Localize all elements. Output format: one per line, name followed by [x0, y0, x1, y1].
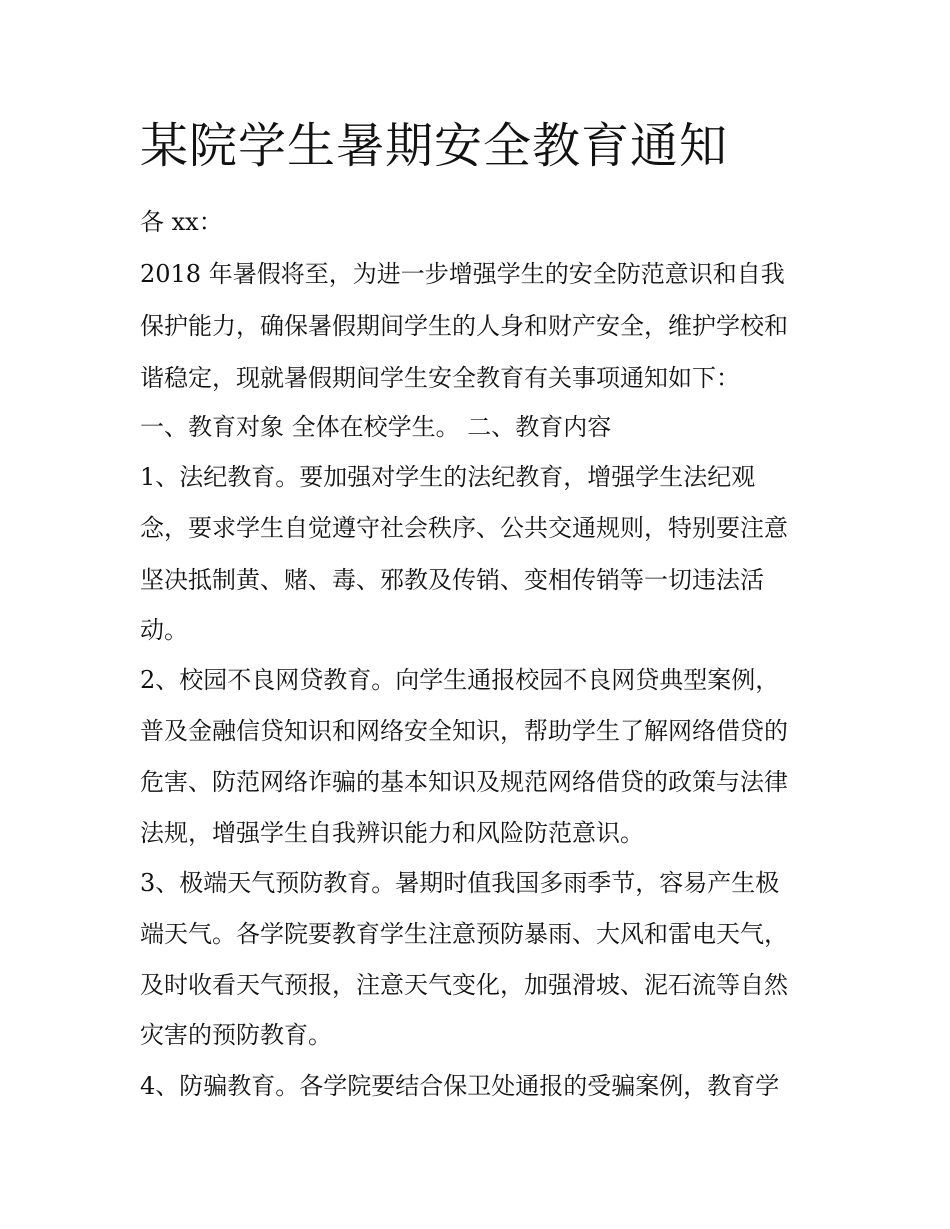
body-line: 灾害的预防教育。	[140, 1021, 332, 1049]
body-line: 谐稳定，现就暑假期间学生安全教育有关事项通知如下：	[140, 364, 740, 392]
document-title: 某院学生暑期安全教育通知	[140, 118, 729, 174]
body-line: 危害、防范网络诈骗的基本知识及规范网络借贷的政策与法律	[140, 768, 788, 796]
body-line: 保护能力，确保暑假期间学生的人身和财产安全，维护学校和	[140, 312, 788, 340]
body-line: 4、防骗教育。各学院要结合保卫处通报的受骗案例，教育学	[140, 1072, 780, 1100]
body-line: 普及金融信贷知识和网络安全知识，帮助学生了解网络借贷的	[140, 717, 788, 745]
body-line: 端天气。各学院要教育学生注意预防暴雨、大风和雷电天气，	[140, 920, 788, 948]
body-line: 1、法纪教育。要加强对学生的法纪教育，增强学生法纪观	[140, 463, 756, 491]
salutation-line: 各 xx：	[140, 208, 223, 236]
body-line: 动。	[140, 616, 188, 644]
body-line: 念，要求学生自觉遵守社会秩序、公共交通规则，特别要注意	[140, 514, 788, 542]
body-line: 2、校园不良网贷教育。向学生通报校园不良网贷典型案例，	[140, 666, 780, 694]
body-line: 法规，增强学生自我辨识能力和风险防范意识。	[140, 819, 644, 847]
body-line: 2018 年暑假将至，为进一步增强学生的安全防范意识和自我	[140, 260, 785, 288]
body-line: 及时收看天气预报，注意天气变化，加强滑坡、泥石流等自然	[140, 971, 788, 999]
body-line: 3、极端天气预防教育。暑期时值我国多雨季节，容易产生极	[140, 869, 780, 897]
body-line: 坚决抵制黄、赌、毒、邪教及传销、变相传销等一切违法活	[140, 566, 764, 594]
section-heading-line: 一、教育对象 全体在校学生。 二、教育内容	[140, 413, 612, 441]
